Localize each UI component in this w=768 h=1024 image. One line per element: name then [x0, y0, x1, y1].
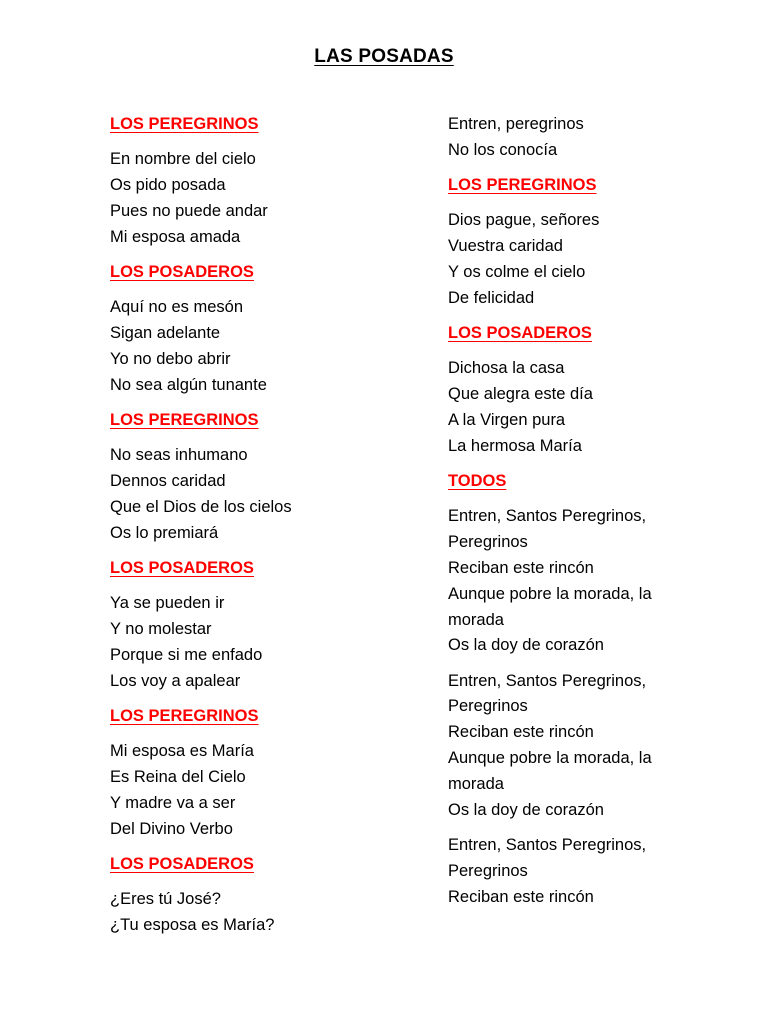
verse-line: morada [448, 610, 504, 629]
verse-line: Pues no puede andar [110, 201, 268, 220]
verse-line: Sigan adelante [110, 324, 221, 343]
speaker-heading: TODOS [448, 472, 507, 491]
verse-line: Del Divino Verbo [110, 819, 233, 838]
verse-line: Entren, Santos Peregrinos, [448, 835, 647, 854]
verse-stanza [110, 295, 430, 398]
verse-line: ¿Eres tú José? [110, 890, 221, 909]
verse-line: Y os colme el cielo [448, 262, 586, 281]
verse-line: Reciban este rincón [448, 723, 594, 742]
verse-line: ¿Tu esposa es María? [110, 916, 275, 935]
speaker-heading: LOS POSADEROS [110, 558, 254, 577]
verse-line: Mi esposa es María [110, 742, 254, 761]
verse-line: En nombre del cielo [110, 150, 256, 169]
speaker-heading: LOS PEREGRINOS [110, 706, 259, 725]
document-title: LAS POSADAS [314, 46, 454, 67]
verse-line: Entren, Santos Peregrinos, [448, 671, 647, 690]
verse-line: Entren, Santos Peregrinos, [448, 507, 647, 526]
verse-line: Os la doy de corazón [448, 800, 604, 819]
verse-line: Mi esposa amada [110, 227, 241, 246]
verse-line: Os lo premiará [110, 523, 219, 542]
verse-line: Aunque pobre la morada, la [448, 749, 652, 768]
verse-line: Y madre va a ser [110, 793, 236, 812]
verse-line: Que el Dios de los cielos [110, 497, 292, 516]
verse-line: Ya se pueden ir [110, 594, 225, 613]
verse-line: Los voy a apalear [110, 671, 241, 690]
verse-line: Reciban este rincón [448, 558, 594, 577]
verse-line: No seas inhumano [110, 446, 248, 465]
verse-stanza [448, 833, 748, 910]
verse-line: Reciban este rincón [448, 887, 594, 906]
verse-line: No los conocía [448, 140, 558, 159]
speaker-heading: LOS POSADEROS [448, 324, 592, 343]
verse-line: Peregrinos [448, 533, 528, 552]
verse-line: morada [448, 774, 504, 793]
verse-line: Y no molestar [110, 620, 212, 639]
verse-stanza [110, 443, 430, 546]
verse-line: De felicidad [448, 288, 535, 307]
verse-line: Vuestra caridad [448, 237, 563, 256]
verse-line: Aquí no es mesón [110, 298, 243, 317]
verse-line: Peregrinos [448, 861, 528, 880]
speaker-heading: LOS POSADEROS [110, 854, 254, 873]
verse-line: Dennos caridad [110, 472, 226, 491]
right-column [448, 112, 748, 920]
speaker-heading: LOS PEREGRINOS [448, 176, 597, 195]
verse-stanza [448, 504, 748, 659]
verse-stanza [110, 887, 430, 939]
verse-line: Dios pague, señores [448, 211, 600, 230]
left-column [110, 112, 430, 948]
speaker-heading: LOS PEREGRINOS [110, 115, 259, 133]
verse-line: Aunque pobre la morada, la [448, 584, 652, 603]
verse-line: Os la doy de corazón [448, 636, 604, 655]
verse-line: No sea algún tunante [110, 375, 267, 394]
verse-line: La hermosa María [448, 436, 582, 455]
verse-line: Yo no debo abrir [110, 349, 231, 368]
verse-line: Os pido posada [110, 176, 226, 195]
verse-stanza [110, 739, 430, 842]
verse-line: Entren, peregrinos [448, 115, 584, 133]
speaker-heading: LOS PEREGRINOS [110, 410, 259, 429]
verse-line: Peregrinos [448, 697, 528, 716]
verse-stanza [448, 669, 748, 824]
verse-stanza [448, 112, 748, 164]
verse-stanza [448, 356, 748, 459]
verse-line: Es Reina del Cielo [110, 768, 246, 787]
verse-stanza [110, 591, 430, 694]
verse-line: Dichosa la casa [448, 359, 565, 378]
verse-line: Que alegra este día [448, 385, 593, 404]
verse-stanza [448, 208, 748, 311]
verse-line: Porque si me enfado [110, 645, 263, 664]
verse-stanza [110, 147, 430, 250]
verse-line: A la Virgen pura [448, 410, 566, 429]
speaker-heading: LOS POSADEROS [110, 262, 254, 281]
